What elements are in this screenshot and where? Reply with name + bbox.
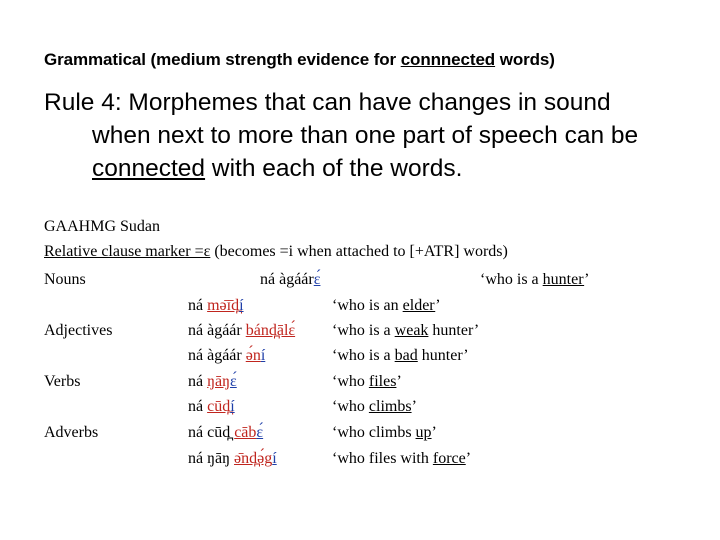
form-plain: ná xyxy=(188,373,208,390)
marker-description xyxy=(44,243,508,261)
gloss-pre: ‘who xyxy=(332,373,369,390)
form-plain: ná àgáár xyxy=(260,271,314,288)
example-form xyxy=(188,398,235,416)
gloss-post: hunter’ xyxy=(417,347,469,364)
gloss-underlined: elder xyxy=(402,297,436,314)
gloss-post: ’ xyxy=(435,297,441,314)
gloss-underlined: bad xyxy=(394,347,418,364)
form-plain: ná àgáár xyxy=(188,347,246,364)
form-plain: ná ŋāŋ xyxy=(188,450,235,467)
example-gloss xyxy=(332,398,417,416)
form-marker: í xyxy=(230,398,235,415)
heading-suffix: words) xyxy=(495,50,555,69)
language-name: GAAHMG Sudan xyxy=(44,218,160,235)
form-plain: ná àgáár xyxy=(188,322,246,339)
form-stem: mə̄ɪ̄d̪ xyxy=(207,297,240,314)
heading-text: Grammatical (medium strength evidence for xyxy=(44,50,401,69)
form-stem: ə̄nd̪ə́g xyxy=(234,450,273,467)
gloss-pre: ‘who is an xyxy=(332,297,403,314)
gloss-underlined: files xyxy=(368,373,397,390)
gloss-underlined: force xyxy=(432,450,466,467)
form-marker: í xyxy=(239,297,244,314)
example-gloss xyxy=(332,450,471,468)
form-stem: ə́n xyxy=(245,347,261,364)
form-plain: ná cūd̪ xyxy=(188,424,235,441)
section-heading xyxy=(44,50,555,70)
rule-line-3 xyxy=(44,152,694,185)
gloss-post: hunter’ xyxy=(428,322,480,339)
form-marker: í xyxy=(260,347,266,364)
rule-line-3-rest: with each of the words. xyxy=(205,155,463,182)
example-gloss xyxy=(332,424,437,442)
rule-line-1: Rule 4: Morphemes that can have changes in sound xyxy=(44,89,611,116)
form-marker: ɛ́ xyxy=(313,271,321,288)
category-label-nouns: Nouns xyxy=(44,271,86,288)
gloss-underlined: weak xyxy=(394,322,429,339)
rule-line-2: when next to more than one part of speech can be xyxy=(92,122,639,149)
rule-statement xyxy=(44,86,694,185)
form-plain: ná xyxy=(188,398,208,415)
rule-underlined-word: connected xyxy=(92,155,206,182)
example-gloss xyxy=(480,271,589,289)
gloss-post: ’ xyxy=(465,450,472,467)
example-form xyxy=(188,373,237,391)
gloss-pre: ‘who files with xyxy=(332,450,433,467)
marker-rest: (becomes =i when attached to [+ATR] words) xyxy=(210,243,508,260)
gloss-post: ’ xyxy=(431,424,437,441)
heading-underlined: connnected xyxy=(400,50,496,69)
form-marker: ɛ́ xyxy=(256,424,264,441)
form-stem: cūd̪ xyxy=(207,398,231,415)
example-gloss xyxy=(332,322,479,340)
example-gloss xyxy=(332,297,441,315)
form-stem: cāb xyxy=(234,424,257,441)
example-form xyxy=(260,271,320,289)
example-form xyxy=(188,297,244,315)
gloss-pre: ‘who is a xyxy=(332,347,395,364)
example-gloss xyxy=(332,373,402,391)
gloss-pre: ‘who climbs xyxy=(332,424,416,441)
form-marker: ɛ́ xyxy=(230,373,237,390)
gloss-pre: ‘who xyxy=(332,398,369,415)
example-gloss xyxy=(332,347,469,365)
category-label-adverbs: Adverbs xyxy=(44,424,99,441)
form-plain: ná xyxy=(188,297,208,314)
gloss-underlined: climbs xyxy=(368,398,412,415)
example-form xyxy=(188,450,277,468)
gloss-pre: ‘who is a xyxy=(480,271,543,288)
gloss-underlined: hunter xyxy=(542,271,585,288)
example-form xyxy=(188,424,263,442)
gloss-pre: ‘who is a xyxy=(332,322,395,339)
gloss-post: ’ xyxy=(396,373,402,390)
example-form xyxy=(188,322,295,340)
form-stem: ŋāŋ xyxy=(207,373,231,390)
category-label-adjectives: Adjectives xyxy=(44,322,113,339)
form-stem: bánd̪ālɛ́ xyxy=(245,322,296,339)
gloss-post: ’ xyxy=(411,398,417,415)
gloss-underlined: up xyxy=(415,424,432,441)
example-form xyxy=(188,347,265,365)
gloss-post: ’ xyxy=(584,271,590,288)
category-label-verbs: Verbs xyxy=(44,373,81,390)
marker-underlined: Relative clause marker =ɛ xyxy=(44,243,211,260)
form-marker: í xyxy=(272,450,277,467)
